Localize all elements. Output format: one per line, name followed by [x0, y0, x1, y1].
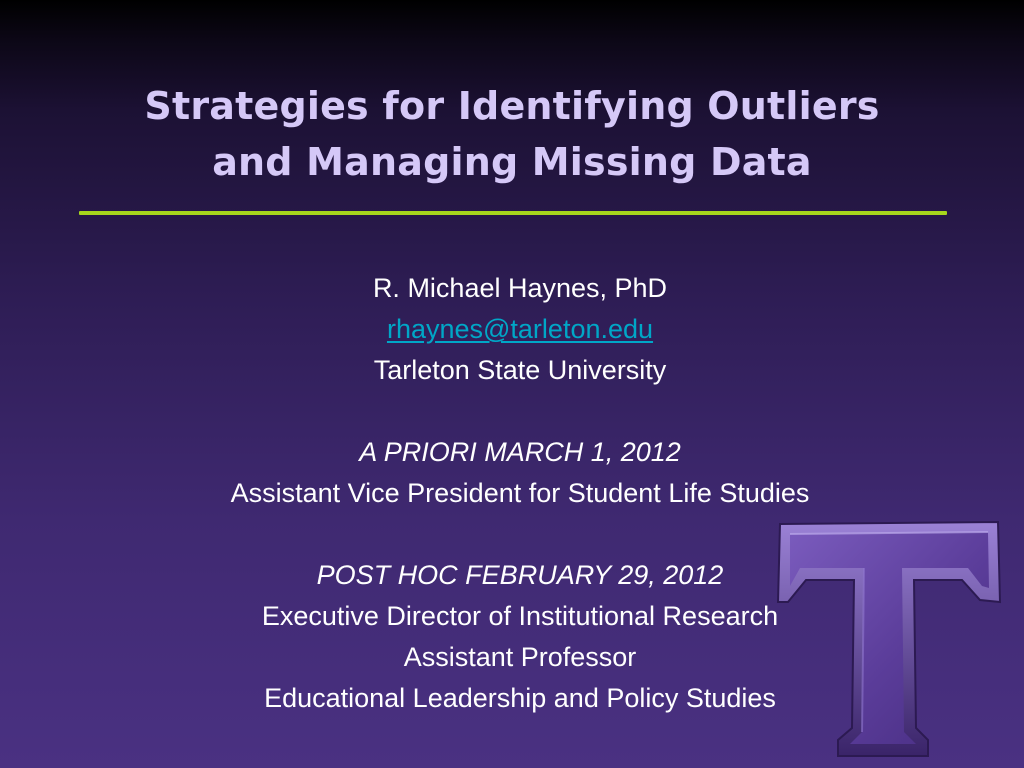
- title-line-2: and Managing Missing Data: [212, 140, 812, 184]
- author-name: R. Michael Haynes, PhD: [372, 273, 668, 303]
- slide-body: [100, 268, 940, 719]
- institution-name: Tarleton State University: [373, 355, 667, 385]
- spacer: [100, 391, 940, 432]
- a-priori-heading: A PRIORI MARCH 1, 2012: [359, 437, 681, 467]
- post-hoc-heading: POST HOC FEBRUARY 29, 2012: [316, 560, 724, 590]
- post-hoc-role: Educational Leadership and Policy Studies: [264, 683, 776, 713]
- author-email-line: [100, 309, 940, 350]
- a-priori-role: Assistant Vice President for Student Life Studies: [230, 478, 810, 508]
- post-hoc-role: Assistant Professor: [403, 642, 637, 672]
- author-email-link[interactable]: rhaynes@tarleton.edu: [386, 314, 654, 344]
- post-hoc-role: Executive Director of Institutional Research: [261, 601, 779, 631]
- slide-title: [60, 78, 964, 190]
- spacer: [100, 514, 940, 555]
- title-underline-rule: [79, 211, 947, 215]
- title-line-1: Strategies for Identifying Outliers: [144, 84, 880, 128]
